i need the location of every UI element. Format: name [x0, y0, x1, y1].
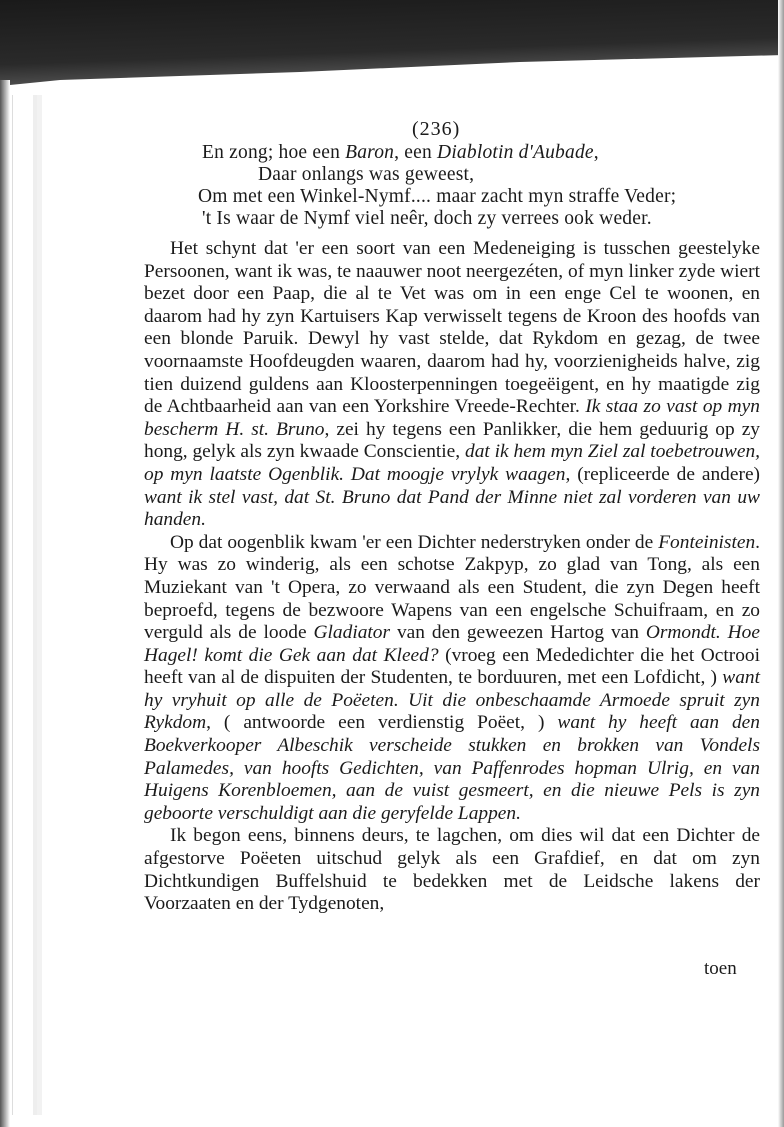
paragraph-1: [144, 238, 760, 532]
paragraph-1-run-5: , (repliceerde de andere): [565, 463, 761, 485]
paragraph-3-run-1: Ik begon eens, binnens deurs, te lagchen, om dies wil dat een Dichter de afgestorve Poëeten uitschud gelyk als een Grafdief, en dat om zyn Dichtkundigen Buffelshuid te bedekken met de Leidsche lakens der Voorzaaten en der Tydgenoten,: [144, 825, 760, 915]
paragraph-2: [144, 532, 760, 826]
page-number: (236): [412, 118, 461, 140]
paragraph-2-run-1: Op dat oogenblik kwam 'er een Dichter nederstryken onder de: [170, 531, 659, 553]
body-text: [144, 238, 760, 916]
paragraph-2-run-4: Gladiator: [313, 622, 391, 644]
paragraph-1-run-4: dat ik hem myn Ziel zal toebetrouwen, op myn laatste Ogenblik. Dat moogje vrylyk waagen: [144, 441, 760, 485]
paragraph-2-run-6: Ormondt. Hoe Hagel! komt die Gek aan dat Kleed?: [144, 622, 760, 666]
book-binding-edge: [12, 95, 33, 1115]
paragraph-2-run-5: van den geweezen Hartog van: [390, 622, 646, 644]
verse-line-1-end: ,: [593, 142, 599, 163]
paragraph-1-run-3: , zei hy tegens een Panlikker, die hem geduurig op zy hong, gelyk als zyn kwaade Conscientie,: [144, 418, 760, 463]
book-page: [120, 118, 760, 1118]
verse-line-3: Om met een Winkel-Nymf.... maar zacht myn straffe Veder;: [198, 186, 677, 207]
verse-line-2: Daar onlangs was geweest,: [258, 164, 475, 185]
paragraph-1-run-6: want ik stel vast, dat St. Bruno dat Pand der Minne niet zal vorderen van uw handen.: [144, 486, 760, 531]
scanner-edge-right: [778, 0, 784, 1127]
scanner-edge-left: [0, 80, 10, 1127]
paragraph-2-run-2: Fonteinisten: [658, 531, 756, 553]
verse-line-4: 't Is waar de Nymf viel neêr, doch zy verrees ook weder.: [202, 208, 652, 229]
catchword: toen: [704, 958, 737, 979]
paragraph-1-run-1: Het schynt dat 'er een soort van een Medeneiging is tusschen geestelyke Persoonen, want ik was, te naauwer noot neergezéten, of myn linker zyde wiert bezet door een Paap, die al te Vet was om in een enge Cel te woonen, en daarom had hy zyn Kartuisers Kap verwisselt tegens de Kroon des hoofds van een blonde Paruik. Dewyl hy vast stelde, dat Rykdom en gezag, de twee voornaamste Hoofdeugden waaren, daarom had hy, voorzienigheids halve, zig tien duizend guldens aan Kloosterpenningen toegeëigent, en hy maatigde zig de Achtbaarheid aan van een Yorkshire Vreede-Rechter.: [144, 238, 760, 418]
paragraph-2-run-9: , ( antwoorde een verdienstig Poëet, ): [206, 712, 558, 734]
paragraph-2-run-8: want hy vryhuit op alle de Poëeten. Uit die onbeschaamde Armoede spruit zyn Rykdom: [144, 667, 760, 734]
verse-line-1-text: En zong; hoe een: [202, 142, 346, 163]
verse-line-1-italic-2: Diablotin d'Aubade: [437, 142, 594, 163]
paragraph-1-run-2: Ik staa zo vast op myn bescherm H. st. Bruno: [144, 396, 760, 440]
paragraph-2-run-3: . Hy was zo winderig, als een schotse Zakpyp, zo glad van Tong, als een Muziekant van 't Opera, zo verwaand als een Student, die zyn Degen heeft beproefd, tegens de bezwoore Wapens van een engelsche Schuifraam, en zo verguld als de loode: [144, 531, 760, 644]
paragraph-3: [144, 825, 760, 915]
scanner-edge-top: [0, 0, 784, 90]
paragraph-2-run-7: (vroeg een Mededichter die het Octrooi heeft van al de dispuiten der Studenten, te borduuren, met een Lofdicht, ): [144, 644, 760, 689]
paragraph-2-run-10: want hy heeft aan den Boekverkooper Albeschik verscheide stukken en brokken van Vondels Palamedes, van hoofts Gedichten, van Paffenrodes hopman Ulrig, en van Huigens Korenbloemen, aan de vuist gesmeert, en die nieuwe Pels is zyn geboorte verschuldigt aan die geryfelde Lappen.: [144, 712, 760, 824]
verse-line-1-tail: , een: [394, 142, 438, 163]
verse-line-1: [202, 142, 599, 164]
verse-line-1-italic: Baron: [345, 142, 395, 163]
